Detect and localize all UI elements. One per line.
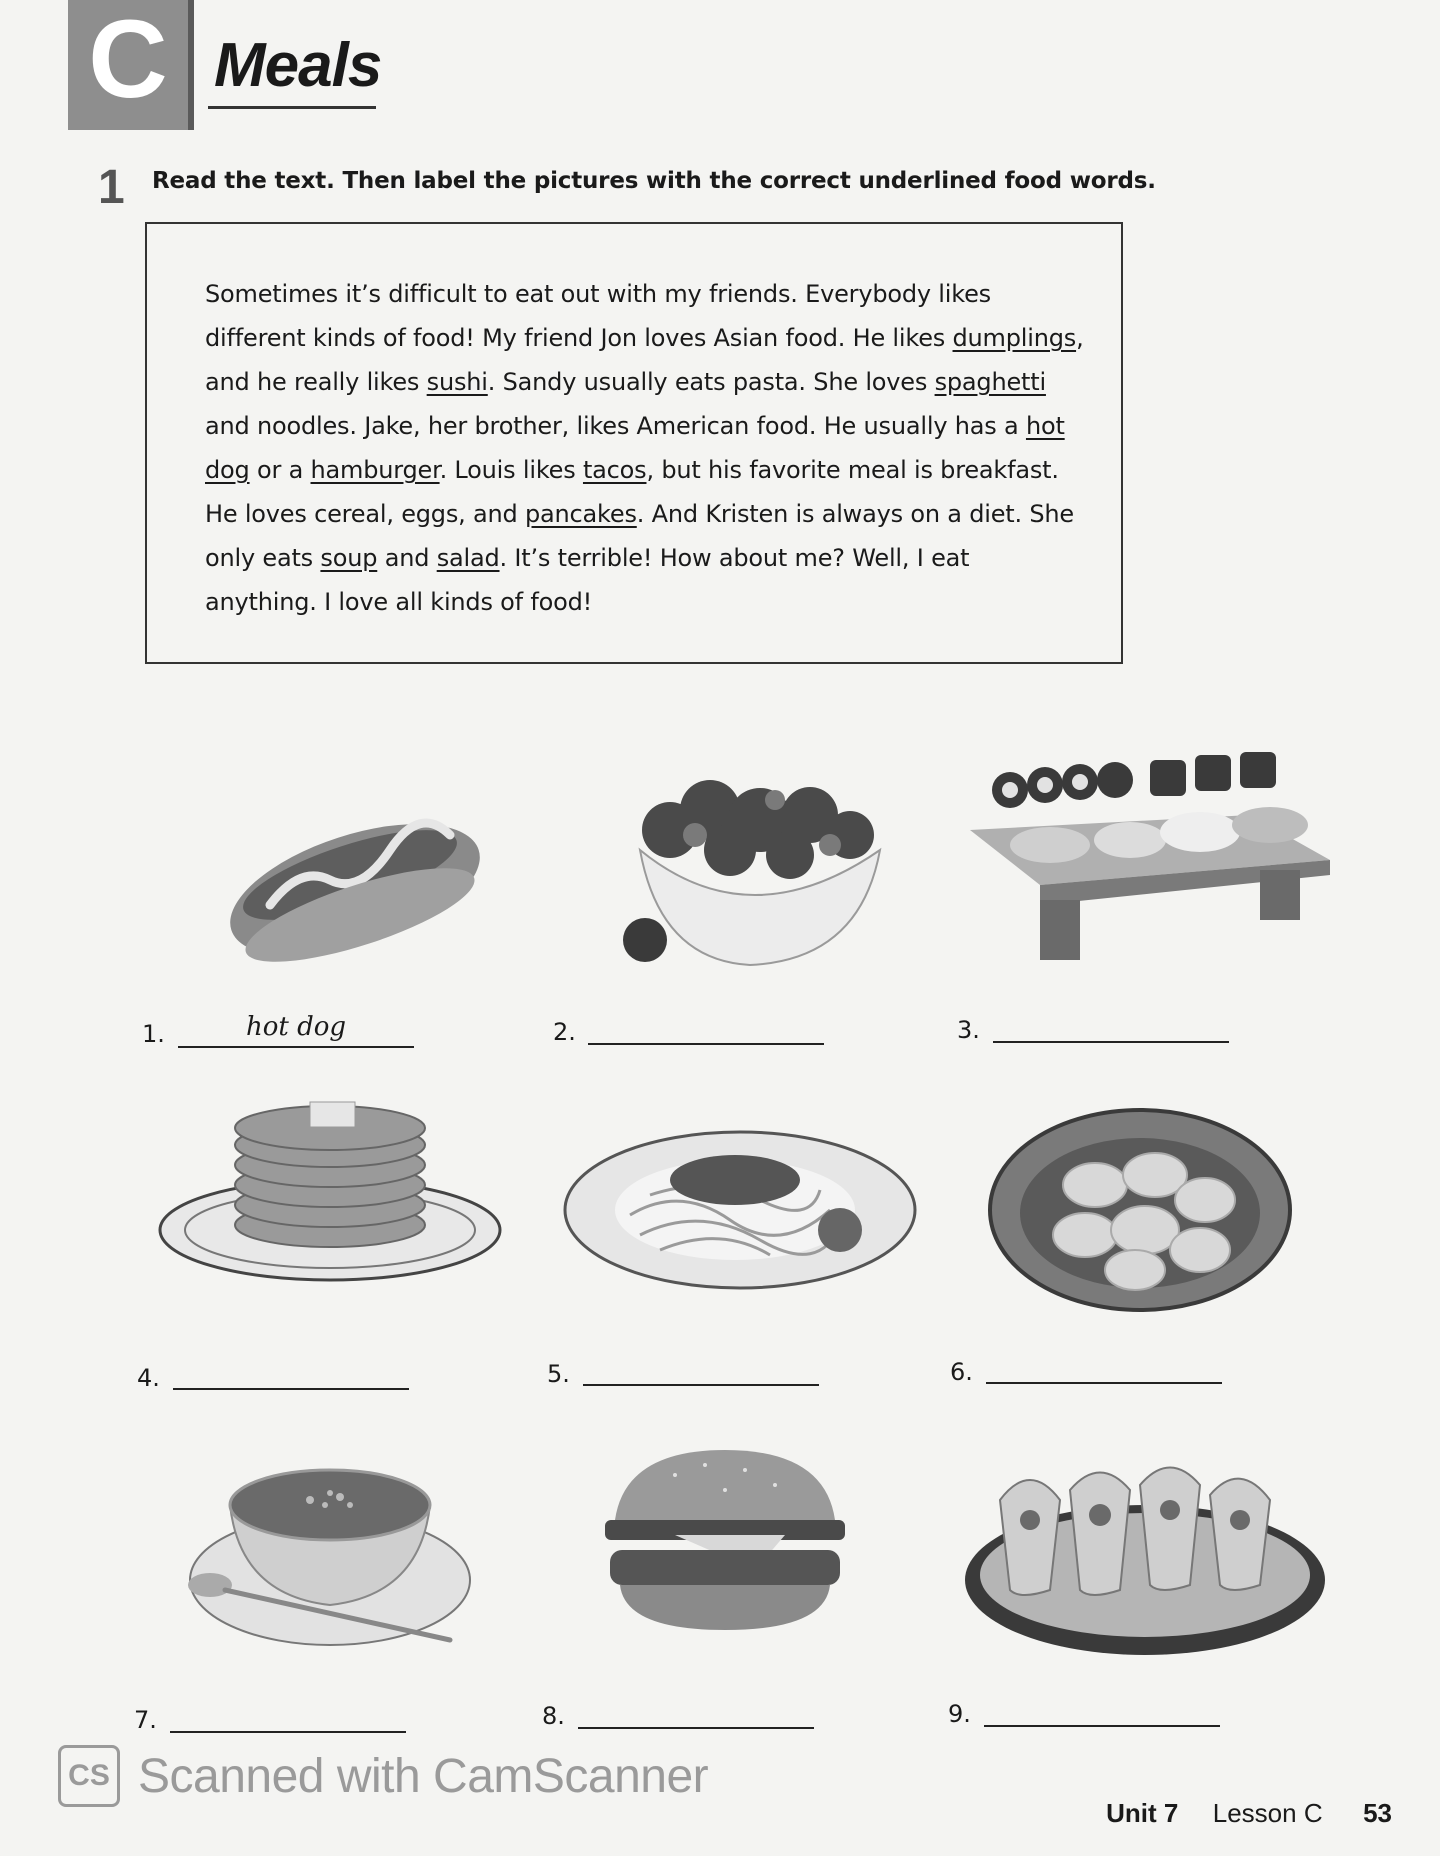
item-number-7: 7. bbox=[134, 1706, 157, 1734]
passage-text: . Louis likes bbox=[439, 456, 583, 484]
spaghetti-photo bbox=[560, 1125, 920, 1295]
item-number-2: 2. bbox=[553, 1018, 576, 1046]
answer-line-9[interactable] bbox=[984, 1725, 1220, 1727]
answer-line-3[interactable] bbox=[993, 1041, 1229, 1043]
item-number-9: 9. bbox=[948, 1700, 971, 1728]
page-footer bbox=[1106, 1798, 1392, 1829]
passage-text: or a bbox=[249, 456, 311, 484]
answer-line-6[interactable] bbox=[986, 1382, 1222, 1384]
answer-line-8[interactable] bbox=[578, 1727, 814, 1729]
hot-dog-photo bbox=[210, 780, 500, 970]
passage-text: and noodles. Jake, her brother, likes American food. He usually has a bbox=[205, 412, 1026, 440]
item-number-4: 4. bbox=[137, 1364, 160, 1392]
camscanner-logo: CS bbox=[58, 1745, 120, 1807]
salad-photo bbox=[600, 740, 900, 980]
passage-text: , and he really likes bbox=[205, 324, 1084, 396]
footer-lesson: Lesson C bbox=[1212, 1798, 1323, 1828]
item-number-1: 1. bbox=[142, 1020, 165, 1048]
answer-line-1[interactable] bbox=[178, 1046, 414, 1048]
item-number-8: 8. bbox=[542, 1702, 565, 1730]
tacos-photo bbox=[960, 1440, 1330, 1660]
reading-passage bbox=[205, 272, 1085, 624]
underlined-food-word: hamburger bbox=[310, 456, 440, 484]
answer-line-5[interactable] bbox=[583, 1384, 819, 1386]
footer-page-number: 53 bbox=[1363, 1798, 1392, 1828]
passage-text: , but his favorite meal is breakfast. He loves cereal, eggs, and bbox=[205, 456, 1059, 528]
page-title: Meals bbox=[214, 31, 382, 100]
passage-text: Sometimes it’s difficult to eat out with my friends. Everybody likes different kinds of food! My friend Jon loves Asian food. He likes bbox=[205, 280, 991, 352]
underlined-food-word: spaghetti bbox=[934, 368, 1046, 396]
item-number-6: 6. bbox=[950, 1358, 973, 1386]
item-number-5: 5. bbox=[547, 1360, 570, 1388]
pancakes-photo bbox=[150, 1090, 510, 1290]
passage-text: . And Kristen is always on a diet. She only eats bbox=[205, 500, 1074, 572]
underlined-food-word: soup bbox=[320, 544, 378, 572]
underlined-food-word: pancakes bbox=[524, 500, 637, 528]
underlined-food-word: tacos bbox=[582, 456, 647, 484]
answer-line-7[interactable] bbox=[170, 1731, 406, 1733]
watermark-text: Scanned with CamScanner bbox=[138, 1749, 709, 1803]
underlined-food-word: salad bbox=[436, 544, 500, 572]
passage-text: . Sandy usually eats pasta. She loves bbox=[487, 368, 935, 396]
answer-line-4[interactable] bbox=[173, 1388, 409, 1390]
scanner-watermark bbox=[58, 1745, 708, 1807]
exercise-number: 1 bbox=[98, 161, 125, 214]
exercise-instruction: Read the text. Then label the pictures with the correct underlined food words. bbox=[152, 168, 1156, 194]
passage-text: . It’s terrible! How about me? Well, I eat anything. I love all kinds of food! bbox=[205, 544, 970, 616]
sushi-photo bbox=[960, 740, 1340, 980]
footer-unit: Unit 7 bbox=[1106, 1798, 1179, 1828]
underlined-food-word: sushi bbox=[426, 368, 488, 396]
title-underline bbox=[208, 106, 376, 109]
item-number-3: 3. bbox=[957, 1016, 980, 1044]
underlined-food-word: hot dog bbox=[205, 412, 1065, 484]
underlined-food-word: dumplings bbox=[952, 324, 1077, 352]
section-badge: C bbox=[68, 0, 194, 130]
answer-1[interactable]: hot dog bbox=[245, 1012, 347, 1042]
answer-line-2[interactable] bbox=[588, 1043, 824, 1045]
hamburger-photo bbox=[585, 1440, 865, 1645]
dumplings-photo bbox=[985, 1105, 1295, 1320]
soup-photo bbox=[180, 1445, 480, 1660]
passage-text: and bbox=[377, 544, 437, 572]
